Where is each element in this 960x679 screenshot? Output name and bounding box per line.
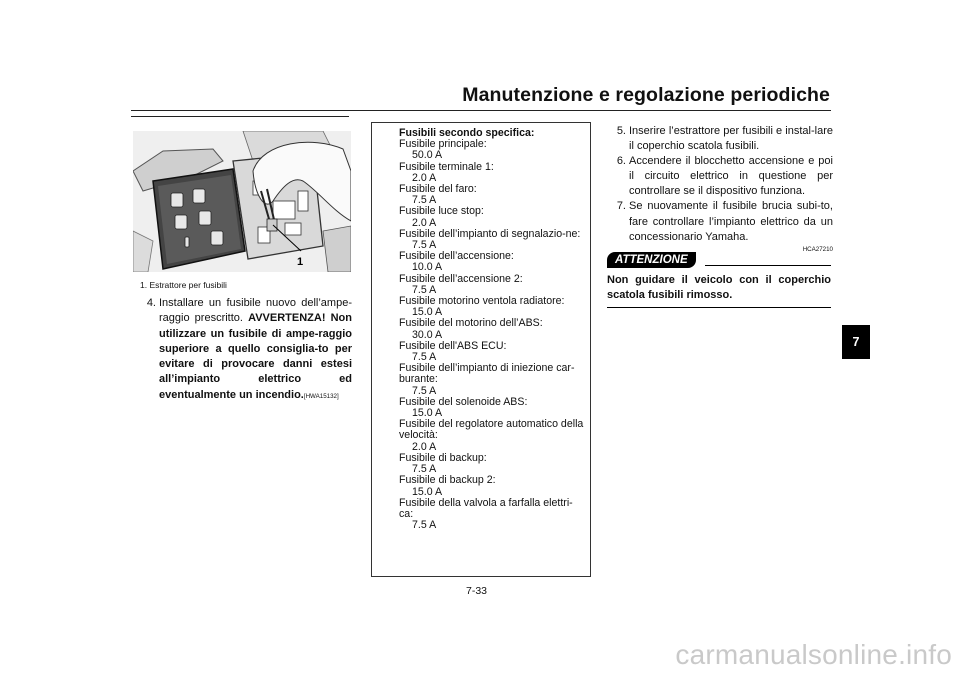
spec-item-value: 7.5 A bbox=[412, 283, 437, 296]
step-text: Accendere il blocchetto accensione e poi il circuito elettrico in questione per controllare se il dispositivo funziona. bbox=[629, 155, 833, 198]
spec-item-label: Fusibile del faro: bbox=[399, 183, 477, 196]
spec-item-label: Fusibile dell'ABS ECU: bbox=[399, 339, 507, 352]
spec-item-value: 7.5 A bbox=[412, 463, 437, 476]
step-number: 6. bbox=[616, 155, 626, 168]
attention-text: Non guidare il veicolo con il coperchio scatola fusibili rimosso. bbox=[607, 274, 831, 302]
spec-item-value: 15.0 A bbox=[412, 407, 443, 420]
spec-item-value: 30.0 A bbox=[412, 328, 443, 341]
right-column bbox=[607, 124, 833, 254]
spec-item-label: Fusibile principale: bbox=[399, 138, 487, 151]
spec-item-label: Fusibile motorino ventola radiatore: bbox=[399, 295, 565, 308]
spec-item-value: 7.5 A bbox=[412, 384, 437, 397]
attention-label: ATTENZIONE bbox=[607, 252, 696, 268]
spec-item-label: Fusibile del motorino dell’ABS: bbox=[399, 317, 543, 330]
fuse-box-illustration bbox=[133, 131, 351, 272]
step-6 bbox=[607, 154, 833, 199]
reference-code: HCA27210 bbox=[802, 245, 833, 253]
spec-item-value: 7.5 A bbox=[412, 351, 437, 364]
spec-item-label: Fusibile luce stop: bbox=[399, 205, 484, 218]
step-text: Inserire l’estrattore per fusibili e instal-lare il coperchio scatola fusibili. bbox=[629, 125, 833, 153]
attention-rule bbox=[705, 265, 831, 266]
spec-item-label: Fusibile della valvola a farfalla elettri-ca: bbox=[399, 496, 573, 520]
spec-item-label: Fusibile del regolatore automatico della velocità: bbox=[399, 418, 584, 442]
step-text: Se nuovamente il fusibile brucia subi-to, fare controllare l’impianto elettrico da un concessionario Yamaha. bbox=[629, 200, 833, 243]
spec-item-value: 50.0 A bbox=[412, 149, 443, 162]
step-number: 7. bbox=[616, 200, 626, 213]
spec-item-value: 2.0 A bbox=[412, 440, 437, 453]
callout-number: 1 bbox=[297, 256, 304, 268]
header-rule bbox=[131, 110, 831, 111]
fuse-spec-box bbox=[371, 122, 591, 577]
spec-title: Fusibili secondo specifica: bbox=[399, 127, 535, 139]
attention-notice bbox=[607, 250, 831, 308]
page-title: Manutenzione e regolazione periodiche bbox=[462, 84, 830, 106]
figure-caption: 1. Estrattore per fusibili bbox=[140, 280, 227, 290]
watermark[interactable]: carmanualsonline.info bbox=[675, 639, 952, 670]
spec-item-value: 2.0 A bbox=[412, 216, 437, 229]
spec-item-label: Fusibile dell’accensione: bbox=[399, 250, 514, 263]
warning-code: [HWA15132] bbox=[303, 392, 339, 400]
spec-item-value: 10.0 A bbox=[412, 261, 443, 274]
spec-list bbox=[399, 139, 586, 531]
fuse-box-drawing bbox=[133, 131, 351, 272]
spec-item-label: Fusibile di backup 2: bbox=[399, 474, 496, 487]
attention-bottom-rule bbox=[607, 307, 831, 308]
spec-item-value: 15.0 A bbox=[412, 306, 443, 319]
spec-item-value: 7.5 A bbox=[412, 519, 437, 532]
spec-item-label: Fusibile terminale 1: bbox=[399, 160, 494, 173]
spec-item-label: Fusibile dell’accensione 2: bbox=[399, 272, 523, 285]
step-4 bbox=[136, 296, 352, 404]
step-number: 4. bbox=[146, 297, 156, 309]
spec-item-value: 7.5 A bbox=[412, 194, 437, 207]
spec-item-value: 7.5 A bbox=[412, 239, 437, 252]
step-number: 5. bbox=[616, 125, 626, 137]
left-column bbox=[136, 296, 352, 404]
step-5 bbox=[607, 124, 833, 154]
spec-item-label: Fusibile dell’impianto di segnalazio-ne: bbox=[399, 227, 581, 240]
spec-item-label: Fusibile del solenoide ABS: bbox=[399, 395, 528, 408]
step-instruction: Installare un fusibile nuovo dell’ampe-raggio prescritto. bbox=[159, 297, 352, 325]
spec-item-value: 15.0 A bbox=[412, 485, 443, 498]
warning-text: AVVERTENZA! Non utilizzare un fusibile di ampe-raggio superiore a quello consiglia-to per evitare di provocare danni estesi all’impianto elettrico ed eventualmente un incendio. bbox=[159, 312, 352, 401]
step-7 bbox=[607, 199, 833, 244]
step-text bbox=[159, 296, 352, 404]
spec-item-value: 2.0 A bbox=[412, 171, 437, 184]
page-number: 7-33 bbox=[466, 585, 488, 597]
spec-item-label: Fusibile dell’impianto di iniezione car-burante: bbox=[399, 362, 575, 386]
section-rule bbox=[131, 116, 349, 117]
spec-item-label: Fusibile di backup: bbox=[399, 451, 487, 464]
chapter-tab[interactable]: 7 bbox=[842, 325, 870, 359]
